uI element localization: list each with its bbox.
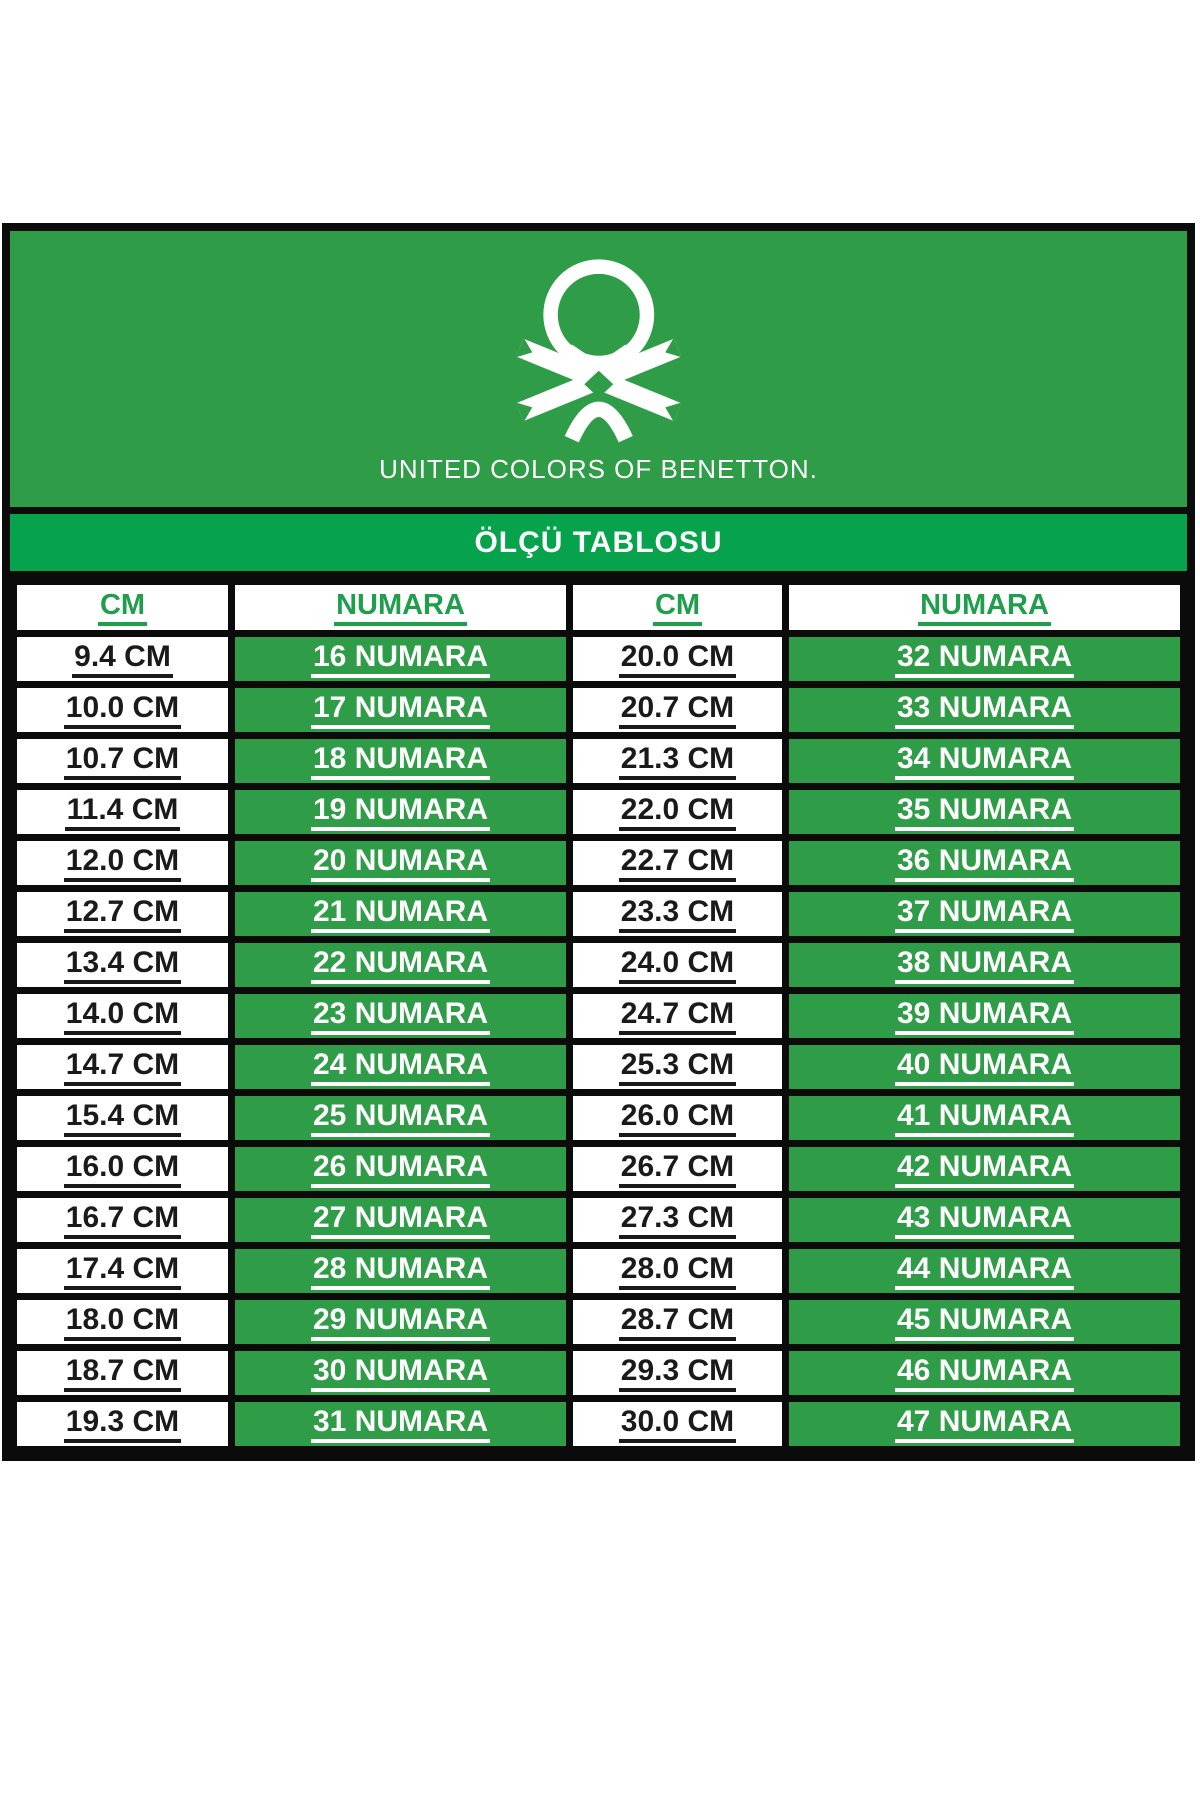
numara-cell: 43 NUMARA (786, 1195, 1184, 1246)
cm-cell: 20.0 CM (570, 634, 786, 685)
table-row (14, 1093, 1184, 1144)
numara-cell: 21 NUMARA (232, 889, 570, 940)
cm-cell: 22.7 CM (570, 838, 786, 889)
brand-header-panel (10, 231, 1187, 514)
cm-cell: 18.7 CM (14, 1348, 232, 1399)
cm-cell: 9.4 CM (14, 634, 232, 685)
cm-cell: 19.3 CM (14, 1399, 232, 1450)
numara-cell: 19 NUMARA (232, 787, 570, 838)
numara-cell: 40 NUMARA (786, 1042, 1184, 1093)
cm-cell: 29.3 CM (570, 1348, 786, 1399)
table-row (14, 1348, 1184, 1399)
cm-cell: 13.4 CM (14, 940, 232, 991)
numara-cell: 47 NUMARA (786, 1399, 1184, 1450)
numara-cell: 46 NUMARA (786, 1348, 1184, 1399)
cm-cell: 10.7 CM (14, 736, 232, 787)
numara-cell: 28 NUMARA (232, 1246, 570, 1297)
table-row (14, 940, 1184, 991)
numara-cell: 37 NUMARA (786, 889, 1184, 940)
numara-cell: 17 NUMARA (232, 685, 570, 736)
cm-cell: 16.7 CM (14, 1195, 232, 1246)
table-row (14, 685, 1184, 736)
size-table (10, 578, 1187, 1453)
cm-cell: 24.7 CM (570, 991, 786, 1042)
numara-cell: 38 NUMARA (786, 940, 1184, 991)
cm-cell: 12.7 CM (14, 889, 232, 940)
table-title: ÖLÇÜ TABLOSU (474, 525, 723, 559)
cm-cell: 20.7 CM (570, 685, 786, 736)
header-row (14, 582, 1184, 634)
cm-cell: 26.7 CM (570, 1144, 786, 1195)
table-title-bar (10, 514, 1187, 578)
table-row (14, 1144, 1184, 1195)
cm-cell: 15.4 CM (14, 1093, 232, 1144)
numara-cell: 18 NUMARA (232, 736, 570, 787)
numara-cell: 30 NUMARA (232, 1348, 570, 1399)
numara-cell: 36 NUMARA (786, 838, 1184, 889)
table-row (14, 991, 1184, 1042)
column-header-cm-left: CM (14, 582, 232, 634)
brand-name: UNITED COLORS OF BENETTON. (379, 453, 818, 484)
numara-cell: 34 NUMARA (786, 736, 1184, 787)
numara-cell: 16 NUMARA (232, 634, 570, 685)
numara-cell: 26 NUMARA (232, 1144, 570, 1195)
cm-cell: 11.4 CM (14, 787, 232, 838)
table-row (14, 1399, 1184, 1450)
cm-cell: 27.3 CM (570, 1195, 786, 1246)
table-row (14, 736, 1184, 787)
column-header-cm-right: CM (570, 582, 786, 634)
numara-cell: 31 NUMARA (232, 1399, 570, 1450)
cm-cell: 14.0 CM (14, 991, 232, 1042)
numara-cell: 41 NUMARA (786, 1093, 1184, 1144)
cm-cell: 28.7 CM (570, 1297, 786, 1348)
numara-cell: 33 NUMARA (786, 685, 1184, 736)
table-row (14, 787, 1184, 838)
numara-cell: 42 NUMARA (786, 1144, 1184, 1195)
column-header-numara-left: NUMARA (232, 582, 570, 634)
numara-cell: 39 NUMARA (786, 991, 1184, 1042)
table-row (14, 1246, 1184, 1297)
table-row (14, 634, 1184, 685)
numara-cell: 32 NUMARA (786, 634, 1184, 685)
cm-cell: 18.0 CM (14, 1297, 232, 1348)
numara-cell: 24 NUMARA (232, 1042, 570, 1093)
numara-cell: 22 NUMARA (232, 940, 570, 991)
cm-cell: 26.0 CM (570, 1093, 786, 1144)
cm-cell: 14.7 CM (14, 1042, 232, 1093)
cm-cell: 10.0 CM (14, 685, 232, 736)
table-row (14, 1297, 1184, 1348)
numara-cell: 20 NUMARA (232, 838, 570, 889)
table-row (14, 838, 1184, 889)
benetton-knot-icon (512, 256, 686, 444)
table-body (14, 634, 1184, 1450)
numara-cell: 27 NUMARA (232, 1195, 570, 1246)
cm-cell: 21.3 CM (570, 736, 786, 787)
size-chart-sheet (2, 223, 1195, 1461)
cm-cell: 17.4 CM (14, 1246, 232, 1297)
numara-cell: 25 NUMARA (232, 1093, 570, 1144)
table-row (14, 1195, 1184, 1246)
table-row (14, 1042, 1184, 1093)
cm-cell: 28.0 CM (570, 1246, 786, 1297)
numara-cell: 44 NUMARA (786, 1246, 1184, 1297)
cm-cell: 23.3 CM (570, 889, 786, 940)
column-header-numara-right: NUMARA (786, 582, 1184, 634)
cm-cell: 16.0 CM (14, 1144, 232, 1195)
cm-cell: 25.3 CM (570, 1042, 786, 1093)
table-row (14, 889, 1184, 940)
numara-cell: 29 NUMARA (232, 1297, 570, 1348)
cm-cell: 30.0 CM (570, 1399, 786, 1450)
numara-cell: 23 NUMARA (232, 991, 570, 1042)
numara-cell: 35 NUMARA (786, 787, 1184, 838)
cm-cell: 24.0 CM (570, 940, 786, 991)
numara-cell: 45 NUMARA (786, 1297, 1184, 1348)
cm-cell: 22.0 CM (570, 787, 786, 838)
cm-cell: 12.0 CM (14, 838, 232, 889)
